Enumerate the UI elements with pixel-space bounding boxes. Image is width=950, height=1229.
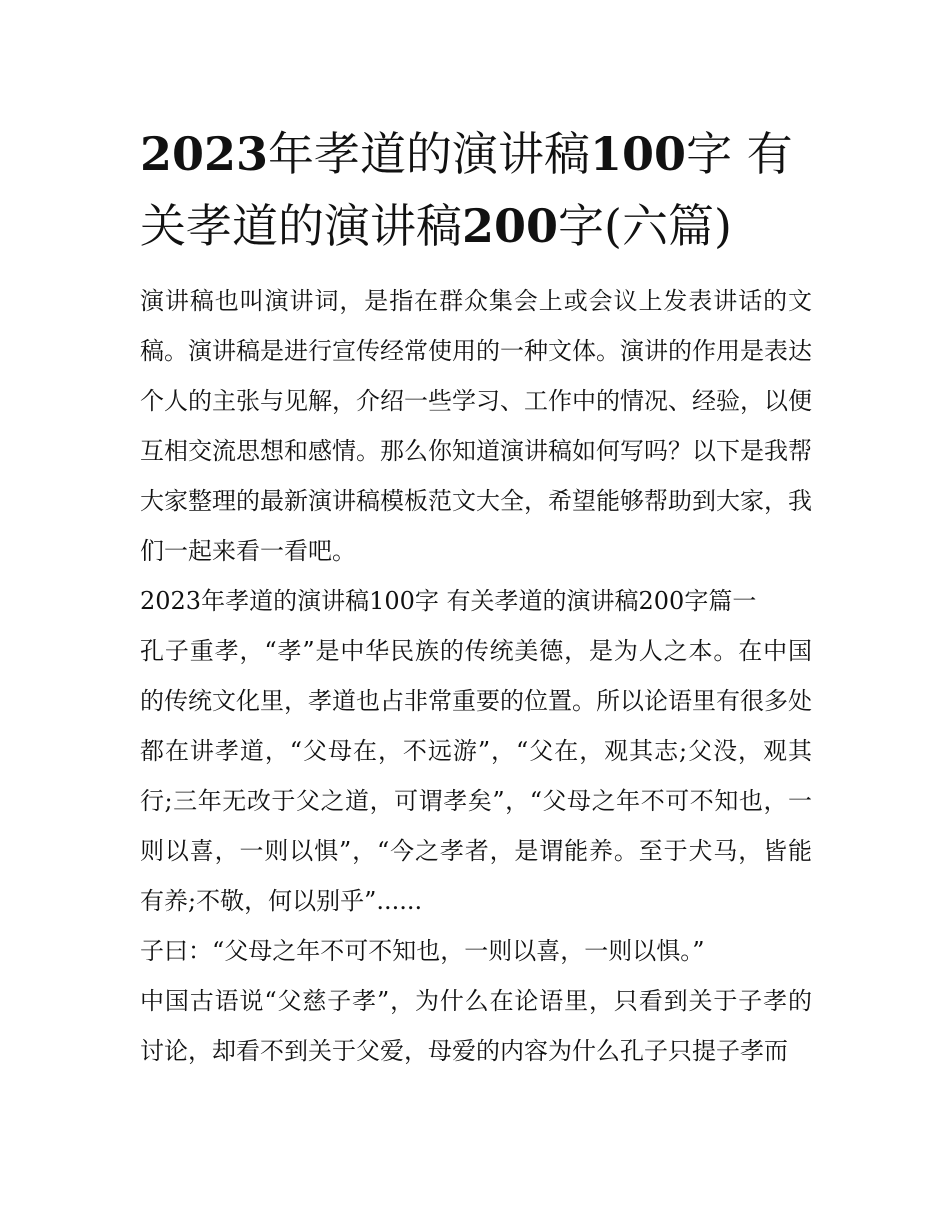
- intro-paragraph: 演讲稿也叫演讲词，是指在群众集会上或会议上发表讲话的文稿。演讲稿是进行宣传经常使用的一种文体。演讲的作用是表达个人的主张与见解，介绍一些学习、工作中的情况、经验，以便互相交流思想和感情。那么你知道演讲稿如何写吗？以下是我帮大家整理的最新演讲稿模板范文大全，希望能够帮助到大家，我们一起来看一看吧。: [140, 287, 812, 565]
- paragraph-2: 子曰：“父母之年不可不知也，一则以喜，一则以惧。”: [140, 937, 705, 965]
- title-text-3: 字(六篇): [558, 199, 732, 253]
- title-number-200: 200: [462, 199, 559, 253]
- title-year: 2023: [140, 127, 269, 181]
- paragraph-3: 中国古语说“父慈子孝”，为什么在论语里，只看到关于子孝的讨论，却看不到关于父爱，母爱的内容为什么孔子只提子孝而: [140, 987, 812, 1065]
- document-title: [140, 118, 812, 262]
- title-text-2: 字 有关孝道的演讲稿: [140, 127, 793, 253]
- section-heading: 2023年孝道的演讲稿100字 有关孝道的演讲稿200字篇一: [140, 587, 757, 615]
- document-page: [140, 118, 812, 1076]
- paragraph-1: 孔子重孝，“孝”是中华民族的传统美德，是为人之本。在中国的传统文化里，孝道也占非常重要的位置。所以论语里有很多处都在讲孝道，“父母在，不远游”，“父在，观其志;父没，观其行;三年无改于父之道，可谓孝矣”，“父母之年不可不知也，一则以喜，一则以惧”，“今之孝者，是谓能养。至于犬马，皆能有养;不敬，何以别乎”......: [140, 637, 812, 915]
- title-text-1: 年孝道的演讲稿: [268, 127, 591, 181]
- title-number-100: 100: [590, 127, 687, 181]
- document-body: [140, 276, 812, 1076]
